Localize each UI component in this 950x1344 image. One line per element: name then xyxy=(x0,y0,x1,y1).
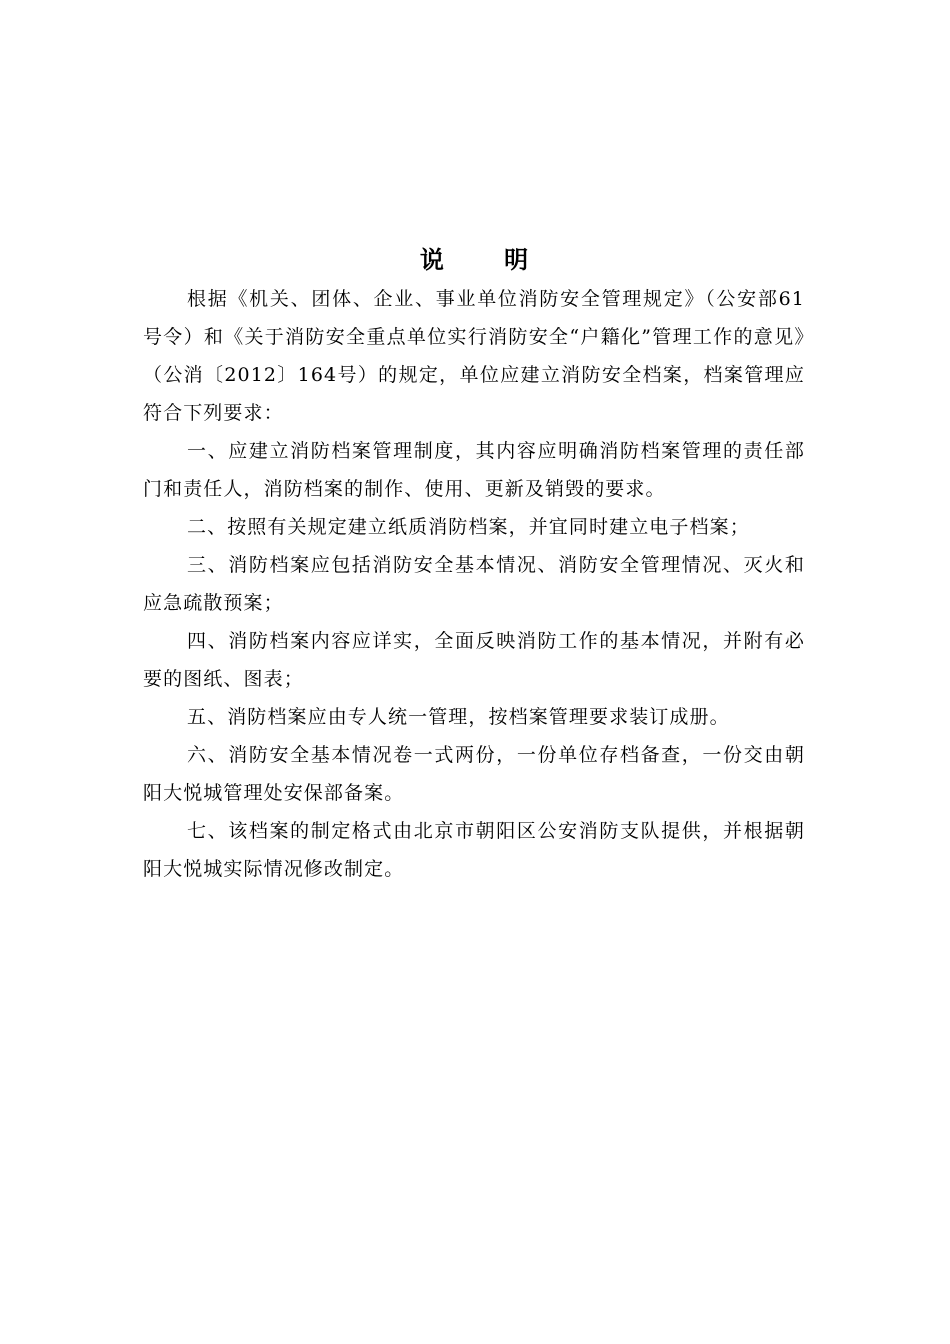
requirement-item-4: 四、消防档案内容应详实，全面反映消防工作的基本情况，并附有必要的图纸、图表； xyxy=(143,630,805,690)
requirement-item-6: 六、消防安全基本情况卷一式两份，一份单位存档备查，一份交由朝阳大悦城管理处安保部备案。 xyxy=(143,744,805,804)
requirement-item-7: 七、该档案的制定格式由北京市朝阳区公安消防支队提供，并根据朝阳大悦城实际情况修改制定。 xyxy=(143,820,805,880)
requirement-item-5: 五、消防档案应由专人统一管理，按档案管理要求装订成册。 xyxy=(187,706,730,728)
requirement-item-3: 三、消防档案应包括消防安全基本情况、消防安全管理情况、灭火和应急疏散预案； xyxy=(143,554,805,614)
document-title: 说 明 xyxy=(419,246,555,274)
intro-paragraph: 根据《机关、团体、企业、事业单位消防安全管理规定》（公安部61号令）和《关于消防安全重点单位实行消防安全“户籍化”管理工作的意见》（公消〔2012〕164号）的规定，单位应建立消防安全档案，档案管理应符合下列要求： xyxy=(143,288,805,424)
requirement-item-1: 一、应建立消防档案管理制度，其内容应明确消防档案管理的责任部门和责任人，消防档案的制作、使用、更新及销毁的要求。 xyxy=(143,440,805,500)
requirement-item-2: 二、按照有关规定建立纸质消防档案，并宜同时建立电子档案； xyxy=(187,516,750,538)
document-body xyxy=(143,240,805,888)
